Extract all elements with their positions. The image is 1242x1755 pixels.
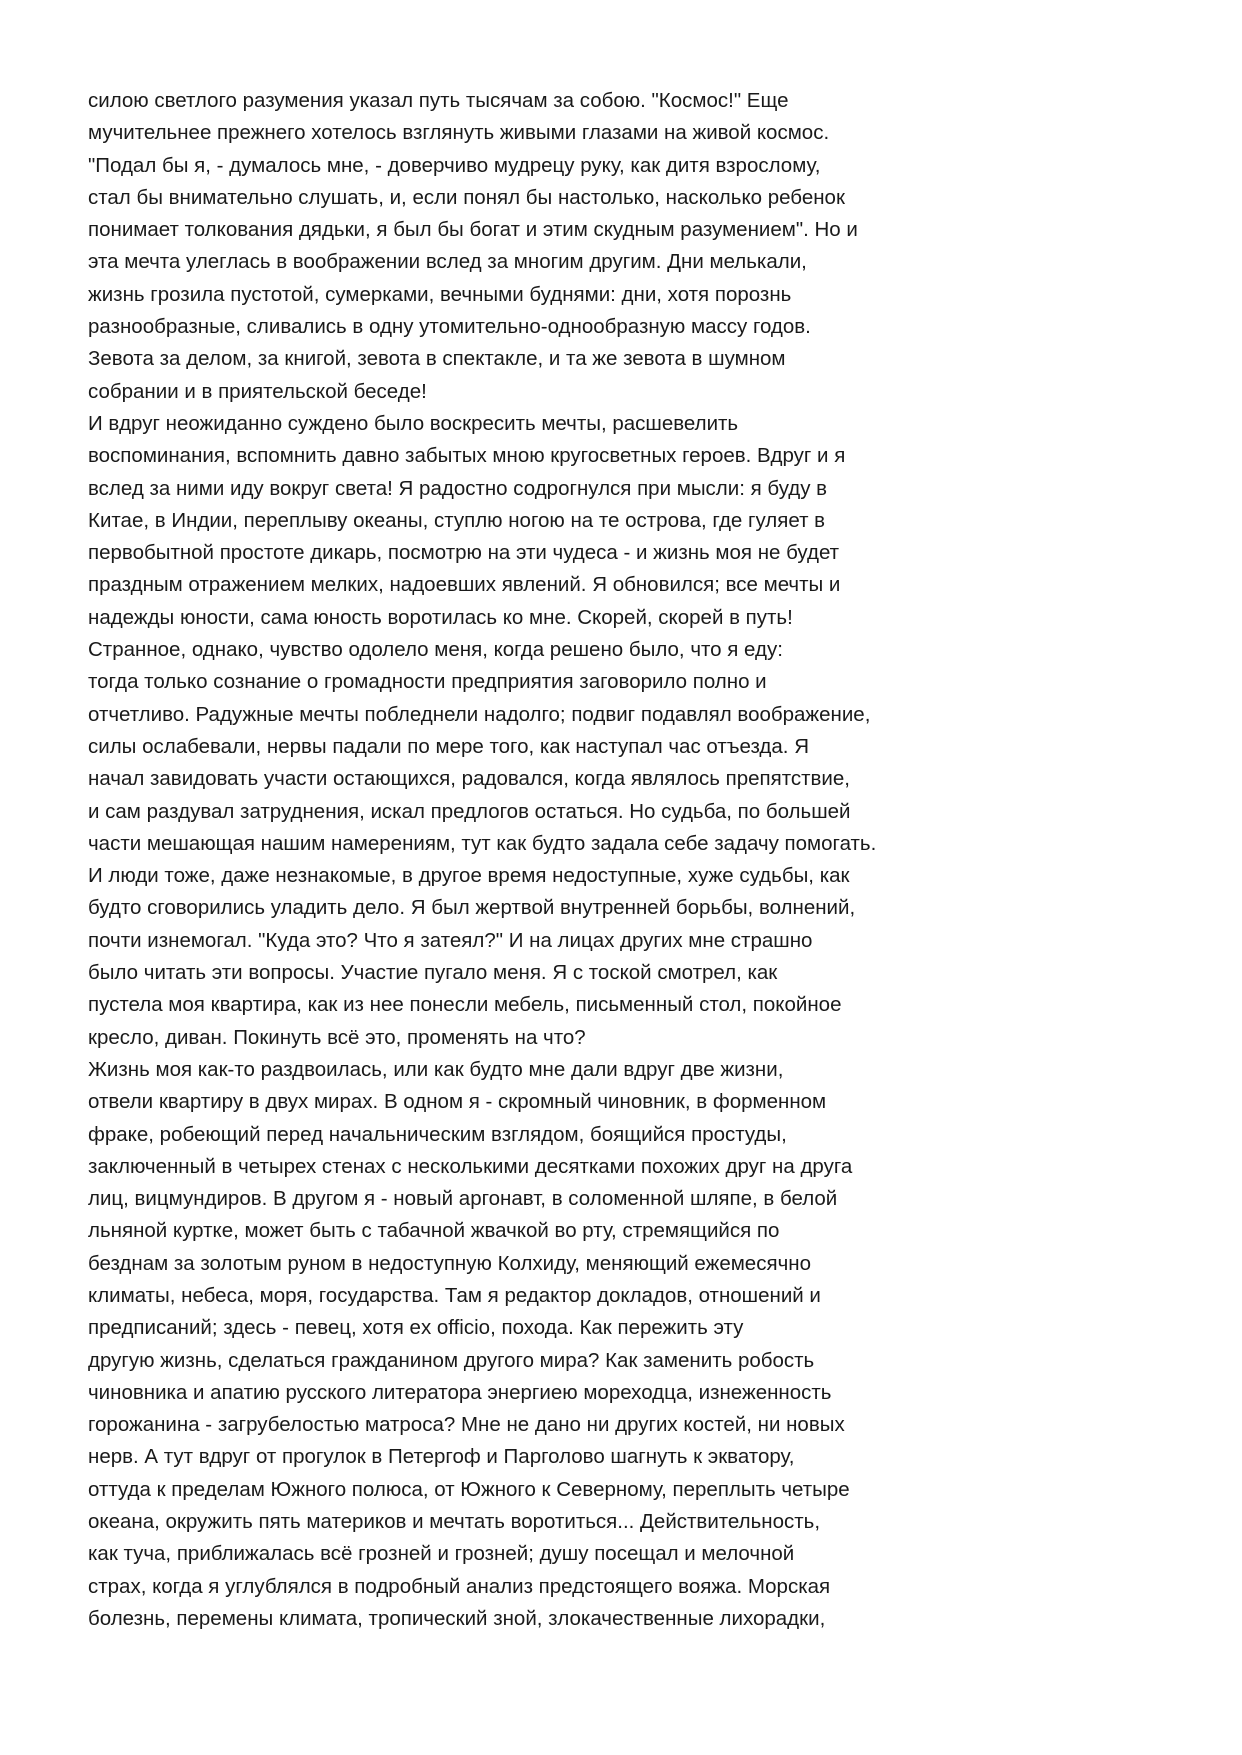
text-line: отвели квартиру в двух мирах. В одном я - скромный чиновник, в форменном [88,1090,827,1114]
text-line: собрании и в приятельской беседе! [88,379,427,403]
text-line: кресло, диван. Покинуть всё это, променять на что? [88,1025,586,1049]
text-line: Странное, однако, чувство одолело меня, когда решено было, что я еду: [88,638,783,662]
text-line: предписаний; здесь - певец, хотя ex officio, похода. Как пережить эту [88,1316,744,1340]
text-line: Зевота за делом, за книгой, зевота в спектакле, и та же зевота в шумном [88,347,786,371]
text-line: и сам раздувал затруднения, искал предлогов остаться. Но судьба, по большей [88,799,851,823]
text-line: И люди тоже, даже незнакомые, в другое время недоступные, хуже судьбы, как [88,864,850,888]
text-line: первобытной простоте дикарь, посмотрю на эти чудеса - и жизнь моя не будет [88,541,840,565]
text-line: части мешающая нашим намерениям, тут как будто задала себе задачу помогать. [88,831,877,855]
text-line: надежды юности, сама юность воротилась ко мне. Скорей, скорей в путь! [88,605,793,629]
text-line: болезнь, перемены климата, тропический зной, злокачественные лихорадки, [88,1606,826,1630]
text-line: жизнь грозила пустотой, сумерками, вечными буднями: дни, хотя порознь [88,282,792,306]
text-line: Жизнь моя как-то раздвоилась, или как будто мне дали вдруг две жизни, [88,1057,784,1081]
text-line: нерв. А тут вдруг от прогулок в Петергоф и Парголово шагнуть к экватору, [88,1445,795,1469]
text-line: Китае, в Индии, переплыву океаны, ступлю ногою на те острова, где гуляет в [88,508,826,532]
text-line: будто сговорились уладить дело. Я был жертвой внутренней борьбы, волнений, [88,896,856,920]
text-line: понимает толкования дядьки, я был бы богат и этим скудным разумением". Но и [88,218,858,242]
text-line: силы ослабевали, нервы падали по мере того, как наступал час отъезда. Я [88,734,809,758]
text-line: чиновника и апатию русского литератора энергиею мореходца, изнеженность [88,1380,832,1404]
text-line: другую жизнь, сделаться гражданином другого мира? Как заменить робость [88,1348,815,1372]
text-line: горожанина - загрубелостью матроса? Мне не дано ни других костей, ни новых [88,1413,845,1437]
text-line: безднам за золотым руном в недоступную Колхиду, меняющий ежемесячно [88,1251,811,1275]
text-line: стал бы внимательно слушать, и, если понял бы настолько, насколько ребенок [88,185,845,209]
text-line: разнообразные, сливались в одну утомительно-однообразную массу годов. [88,315,811,339]
text-line: "Подал бы я, - думалось мне, - доверчиво мудрецу руку, как дитя взрослому, [88,153,821,177]
text-line: И вдруг неожиданно суждено было воскресить мечты, расшевелить [88,411,739,435]
text-line: праздным отражением мелких, надоевших явлений. Я обновился; все мечты и [88,573,841,597]
text-line: отчетливо. Радужные мечты побледнели надолго; подвиг подавлял воображение, [88,702,871,726]
text-line: силою светлого разумения указал путь тысячам за собою. "Космос!" Еще [88,89,789,112]
text-line: фраке, робеющий перед начальническим взглядом, боящийся простуды, [88,1122,787,1146]
text-line: эта мечта улеглась в воображении вслед за многим другим. Дни мелькали, [88,250,807,274]
text-line: льняной куртке, может быть с табачной жвачкой во рту, стремящийся по [88,1219,780,1243]
text-line: страх, когда я углублялся в подробный анализ предстоящего вояжа. Морская [88,1574,831,1598]
text-line: мучительнее прежнего хотелось взглянуть живыми глазами на живой космос. [88,121,830,145]
text-line: воспоминания, вспомнить давно забытых мною кругосветных героев. Вдруг и я [88,444,846,468]
text-line: океана, окружить пять материков и мечтать воротиться... Действительность, [88,1510,821,1534]
text-line: оттуда к пределам Южного полюса, от Южного к Северному, переплыть четыре [88,1477,850,1501]
text-line: начал завидовать участи остающихся, радовался, когда являлось препятствие, [88,767,850,791]
text-line: как туча, приближалась всё грозней и грозней; душу посещал и мелочной [88,1542,795,1566]
body-text [88,85,1168,1635]
text-line: вслед за ними иду вокруг света! Я радостно содрогнулся при мысли: я буду в [88,476,828,500]
text-line: почти изнемогал. "Куда это? Что я затеял?" И на лицах других мне страшно [88,928,813,952]
text-line: заключенный в четырех стенах с несколькими десятками похожих друг на друга [88,1154,853,1178]
text-line: климаты, небеса, моря, государства. Там я редактор докладов, отношений и [88,1283,821,1307]
text-line: тогда только сознание о громадности предприятия заговорило полно и [88,670,767,694]
text-line: было читать эти вопросы. Участие пугало меня. Я с тоской смотрел, как [88,961,778,985]
text-line: лиц, вицмундиров. В другом я - новый аргонавт, в соломенной шляпе, в белой [88,1187,838,1211]
text-line: пустела моя квартира, как из нее понесли мебель, письменный стол, покойное [88,993,842,1017]
